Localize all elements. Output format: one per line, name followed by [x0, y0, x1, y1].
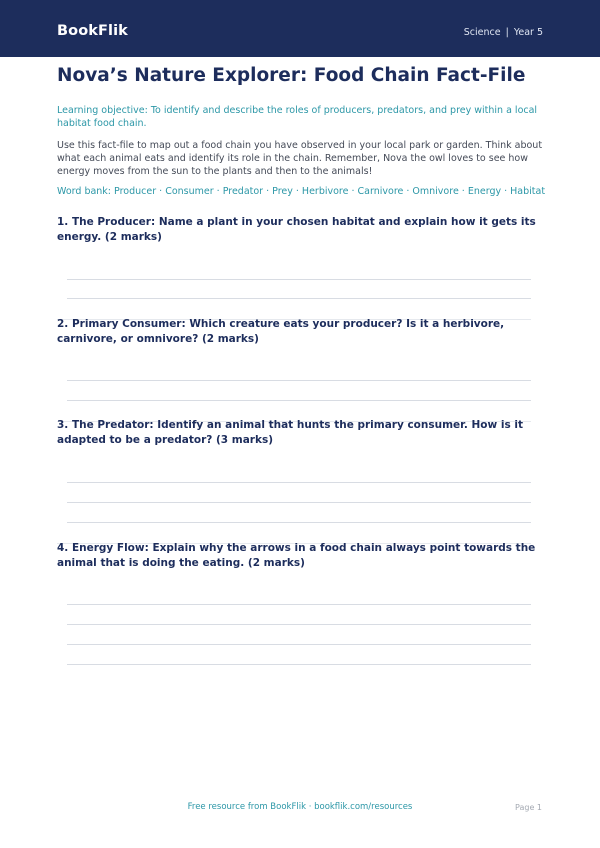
- subject-year-label: [464, 27, 543, 38]
- page-title: Nova’s Nature Explorer: Food Chain Fact-File: [57, 65, 526, 86]
- question-1: 1. The Producer: Name a plant in your chosen habitat and explain how it gets its energy. (2 marks): [57, 216, 536, 243]
- footer-source-link[interactable]: Free resource from BookFlik · bookflik.com/resources: [187, 802, 413, 812]
- answer-line[interactable]: [67, 624, 531, 625]
- question-4: 4. Energy Flow: Explain why the arrows in a food chain always point towards the animal that is doing the eating. (2 marks): [57, 542, 536, 569]
- answer-line[interactable]: [67, 380, 531, 381]
- answer-line[interactable]: [67, 664, 531, 665]
- answer-line[interactable]: [67, 522, 531, 523]
- brand-logo: BookFlik: [57, 23, 128, 39]
- answer-line[interactable]: [67, 279, 531, 280]
- question-2: 2. Primary Consumer: Which creature eats your producer? Is it a herbivore, carnivore, or omnivore? (2 marks): [57, 318, 505, 345]
- intro-text: Use this fact-file to map out a food chain you have observed in your local park or garden. Think about what each animal eats and identify its role in the chain. Remember, Nova the owl loves to see how energy moves from the sun to the plants and then to the animals!: [57, 140, 543, 177]
- question-3: 3. The Predator: Identify an animal that hunts the primary consumer. How is it adapted to be a predator? (3 marks): [57, 419, 523, 446]
- answer-line[interactable]: [67, 400, 531, 401]
- answer-line[interactable]: [67, 482, 531, 483]
- header-bar: [0, 0, 600, 57]
- year-label: Year 5: [513, 27, 543, 38]
- answer-line[interactable]: [67, 604, 531, 605]
- answer-line[interactable]: [67, 502, 531, 503]
- meta-separator: |: [505, 27, 509, 38]
- word-bank: Word bank: Producer · Consumer · Predator · Prey · Herbivore · Carnivore · Omnivore · Energy · Habitat: [57, 186, 546, 197]
- subject-label: Science: [463, 27, 501, 38]
- answer-line[interactable]: [67, 644, 531, 645]
- page-number: Page 1: [515, 803, 542, 812]
- learning-objective: Learning objective: To identify and describe the roles of producers, predators, and prey within a local habitat food chain.: [57, 105, 538, 129]
- answer-line[interactable]: [67, 298, 531, 299]
